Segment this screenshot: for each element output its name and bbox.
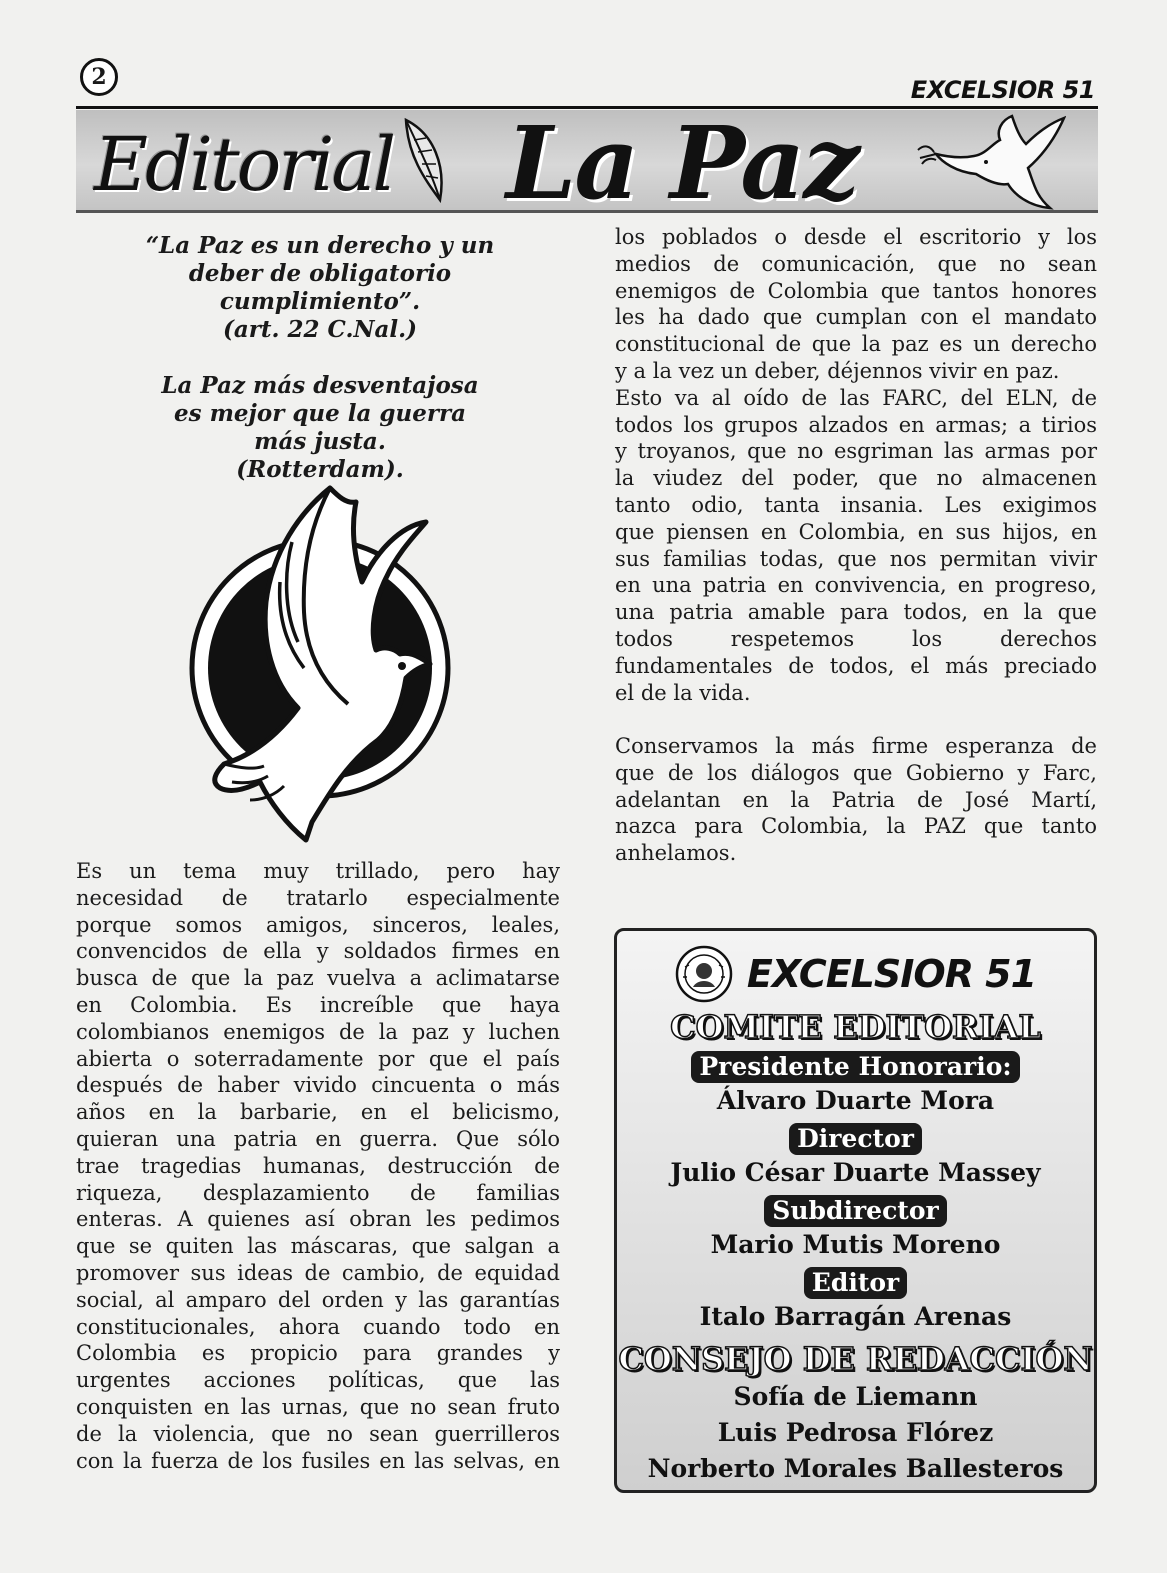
text-line: convencidos de ella y soldados firmes en — [76, 939, 560, 964]
text-line: trae tragedias humanas, destrucción de — [76, 1153, 560, 1178]
text-line: que de los diálogos que Gobierno y Farc, — [615, 760, 1097, 785]
epigraph-line: cumplimiento”. — [219, 288, 421, 315]
staff-name: Álvaro Duarte Mora — [716, 1086, 995, 1115]
text-line: fundamentales de todos, el más preciado — [615, 653, 1097, 678]
text-line: todos los grupos alzados en armas; a tirios — [615, 412, 1097, 437]
text-line: el de la vida. — [615, 680, 751, 705]
text-line: nazca para Colombia, la PAZ que tanto — [615, 814, 1097, 839]
epigraph-line: es mejor que la guerra — [173, 400, 466, 427]
feather-icon — [394, 116, 454, 208]
top-rule — [76, 106, 1098, 109]
text-line: y a la vez un deber, déjennos vivir en paz. — [615, 358, 1060, 383]
staff-name: Julio César Duarte Massey — [670, 1158, 1041, 1187]
role-label: Subdirector — [764, 1195, 946, 1227]
staff-name: Mario Mutis Moreno — [710, 1230, 1001, 1259]
text-line: Es un tema muy trillado, pero hay — [76, 859, 560, 883]
section-label: Editorial — [94, 122, 394, 208]
epigraph-line: “La Paz es un derecho y un — [145, 232, 495, 259]
text-line: Conservamos la más firme esperanza de — [615, 734, 1097, 758]
role-label: Presidente Honorario: — [691, 1051, 1019, 1083]
text-line: en una patria en convivencia, en progreso, — [615, 573, 1097, 598]
text-line: con la fuerza de los fusiles en las selvas, en — [76, 1448, 560, 1473]
epigraph-line: La Paz más desventajosa — [161, 372, 479, 399]
text-line: adelantan en la Patria de José Martí, — [615, 787, 1097, 812]
text-line: enemigos de Colombia que tantos honores — [615, 278, 1097, 303]
page-number: 2 — [80, 58, 118, 96]
text-line: colombianos enemigos de la paz y luchen — [76, 1019, 560, 1044]
text-line: los poblados o desde el escritorio y los — [615, 225, 1097, 249]
text-line: sus familias todas, que nos permitan vivir — [615, 546, 1097, 571]
epigraph-line: (art. 22 C.Nal.) — [222, 316, 418, 343]
epigraph-line: más justa. — [254, 428, 386, 455]
council-member: Sofía de Liemann — [733, 1382, 978, 1411]
council-member: Luis Pedrosa Flórez — [717, 1418, 994, 1447]
staff-header — [617, 945, 1094, 1003]
peace-dove-emblem-icon — [180, 482, 460, 848]
text-line: abierta o soterradamente por que el país — [76, 1046, 560, 1071]
text-line: enteras. A quienes así obran les pedimos — [76, 1207, 560, 1232]
text-line: constitucionales, ahora cuando todo en — [76, 1314, 560, 1339]
text-line: social, al amparo del orden y las garantías — [76, 1287, 560, 1312]
text-line: necesidad de tratarlo especialmente — [76, 885, 560, 910]
text-line: la viudez del poder, que no almacenen — [615, 466, 1097, 491]
article-right-column — [615, 224, 1097, 706]
text-line: busca de que la paz vuelva a aclimatarse — [76, 966, 560, 991]
epigraph-line: (Rotterdam). — [236, 456, 404, 483]
text-line: tanto odio, tanta insania. Les exigimos — [615, 492, 1097, 517]
text-line: promover sus ideas de cambio, de equidad — [76, 1260, 560, 1285]
committee-heading: COMITE EDITORIAL — [670, 1008, 1041, 1046]
epigraph-rotterdam — [80, 372, 560, 484]
dove-with-olive-branch-icon — [916, 114, 1066, 210]
article-left-column — [76, 858, 560, 1474]
epigraph-constitution — [80, 232, 560, 344]
text-line: conquisten en las urnas, que no sean fruto — [76, 1394, 560, 1419]
editorial-banner — [76, 110, 1098, 213]
text-line: una patria amable para todos, en la que — [615, 600, 1097, 625]
text-line: riqueza, desplazamiento de familias — [76, 1180, 560, 1205]
text-line: en Colombia. Es increíble que haya — [76, 992, 560, 1017]
masthead-brand: EXCELSIOR 51 — [910, 76, 1095, 104]
text-line: que se quiten las máscaras, que salgan a — [76, 1234, 560, 1259]
text-line: quieran una patria en guerra. Que sólo — [76, 1126, 560, 1151]
council-member: Norberto Morales Ballesteros — [647, 1454, 1064, 1483]
role-label: Director — [789, 1123, 922, 1155]
text-line: medios de comunicación, que no sean — [615, 251, 1097, 276]
text-line: urgentes acciones políticas, que las — [76, 1368, 560, 1393]
text-line: todos respetemos los derechos — [615, 626, 1097, 651]
text-line: Esto va al oído de las FARC, del ELN, de — [615, 385, 1097, 410]
editorial-title: La Paz — [506, 110, 859, 213]
article-closing-paragraph — [615, 733, 1097, 867]
text-line: Colombia es propicio para grandes y — [76, 1341, 560, 1366]
text-line: les ha dado que cumplan con el mandato — [615, 305, 1097, 330]
text-line: y troyanos, que no esgriman las armas por — [615, 439, 1097, 464]
text-line: anhelamos. — [615, 841, 737, 866]
council-heading: CONSEJO DE REDACCIÓN — [618, 1340, 1093, 1378]
text-line: después de haber vivido cincuenta o más — [76, 1073, 560, 1098]
role-label: Editor — [804, 1267, 907, 1299]
epigraph-line: deber de obligatorio — [188, 260, 452, 287]
school-seal-icon — [675, 945, 733, 1003]
staff-brand: EXCELSIOR 51 — [746, 952, 1037, 996]
text-line: porque somos amigos, sinceros, leales, — [76, 912, 560, 937]
staff-name: Italo Barragán Arenas — [699, 1302, 1012, 1331]
text-line: constitucional de que la paz es un derecho — [615, 332, 1097, 357]
text-line: años en la barbarie, en el belicismo, — [76, 1100, 560, 1125]
text-line: que piensen en Colombia, en sus hijos, en — [615, 519, 1097, 544]
text-line: de la violencia, que no sean guerrilleros — [76, 1421, 560, 1446]
editorial-committee-box — [614, 928, 1097, 1493]
